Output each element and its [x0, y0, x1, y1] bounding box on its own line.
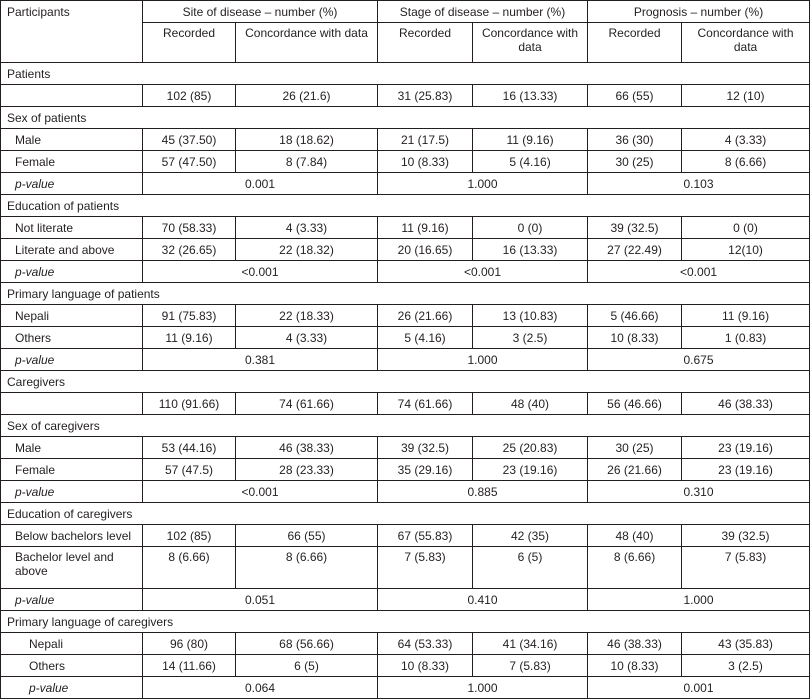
subheader-recorded: Recorded — [378, 23, 473, 63]
section-row — [1, 63, 810, 85]
table-row — [1, 525, 810, 547]
row-label: Female — [1, 459, 143, 481]
table-cell: 31 (25.83) — [378, 85, 473, 107]
table-cell: 26 (21.66) — [588, 459, 682, 481]
pvalue-label: p-value — [1, 677, 143, 699]
table-row — [1, 217, 810, 239]
table-cell: 10 (8.33) — [378, 655, 473, 677]
table-cell: 36 (30) — [588, 129, 682, 151]
table-cell: 35 (29.16) — [378, 459, 473, 481]
table-cell: 41 (34.16) — [473, 633, 588, 655]
table-row — [1, 655, 810, 677]
pvalue-cell: <0.001 — [143, 261, 378, 283]
table-cell: 46 (38.33) — [588, 633, 682, 655]
table-cell: 96 (80) — [143, 633, 236, 655]
table-cell: 42 (35) — [473, 525, 588, 547]
header-prognosis: Prognosis – number (%) — [588, 1, 810, 23]
section-row — [1, 371, 810, 393]
pvalue-row — [1, 589, 810, 611]
table-cell: 23 (19.16) — [682, 459, 810, 481]
header-participants: Participants — [1, 1, 143, 63]
table-cell: 48 (40) — [588, 525, 682, 547]
table-cell: 30 (25) — [588, 151, 682, 173]
table-cell: 5 (4.16) — [378, 327, 473, 349]
table-cell: 27 (22.49) — [588, 239, 682, 261]
table-cell: 23 (19.16) — [473, 459, 588, 481]
table-cell: 45 (37.50) — [143, 129, 236, 151]
table-cell: 66 (55) — [588, 85, 682, 107]
row-label — [1, 393, 143, 415]
table-cell: 39 (32.5) — [378, 437, 473, 459]
table-row — [1, 85, 810, 107]
table-cell: 74 (61.66) — [236, 393, 378, 415]
pvalue-cell: 1.000 — [378, 173, 588, 195]
pvalue-cell: 0.051 — [143, 589, 378, 611]
pvalue-cell: 0.103 — [588, 173, 810, 195]
table-cell: 14 (11.66) — [143, 655, 236, 677]
pvalue-cell: 0.064 — [143, 677, 378, 699]
pvalue-label: p-value — [1, 481, 143, 503]
pvalue-cell: 1.000 — [378, 349, 588, 371]
pvalue-label: p-value — [1, 589, 143, 611]
table-cell: 102 (85) — [143, 85, 236, 107]
section-row — [1, 611, 810, 633]
subheader-concordance: Concordance with data — [236, 23, 378, 63]
table-cell: 0 (0) — [473, 217, 588, 239]
pvalue-row — [1, 349, 810, 371]
table-cell: 10 (8.33) — [588, 327, 682, 349]
table-cell: 48 (40) — [473, 393, 588, 415]
table-cell: 7 (5.83) — [473, 655, 588, 677]
table-cell: 28 (23.33) — [236, 459, 378, 481]
table-cell: 4 (3.33) — [236, 327, 378, 349]
row-label: Others — [1, 655, 143, 677]
section-row — [1, 415, 810, 437]
table-cell: 91 (75.83) — [143, 305, 236, 327]
row-label: Bachelor level and above — [1, 547, 143, 589]
table-cell: 53 (44.16) — [143, 437, 236, 459]
table-cell: 0 (0) — [682, 217, 810, 239]
table-cell: 22 (18.32) — [236, 239, 378, 261]
table-cell: 26 (21.66) — [378, 305, 473, 327]
table-cell: 7 (5.83) — [682, 547, 810, 589]
row-label: Nepali — [1, 633, 143, 655]
subheader-concordance: Concordance with data — [682, 23, 810, 63]
table-cell: 8 (6.66) — [236, 547, 378, 589]
table-cell: 3 (2.5) — [682, 655, 810, 677]
table-row — [1, 327, 810, 349]
table-cell: 16 (13.33) — [473, 85, 588, 107]
table-cell: 18 (18.62) — [236, 129, 378, 151]
table-cell: 8 (6.66) — [682, 151, 810, 173]
subheader-recorded: Recorded — [588, 23, 682, 63]
row-label: Female — [1, 151, 143, 173]
table-cell: 5 (46.66) — [588, 305, 682, 327]
pvalue-row — [1, 481, 810, 503]
table-cell: 11 (9.16) — [682, 305, 810, 327]
table-cell: 10 (8.33) — [588, 655, 682, 677]
table-cell: 6 (5) — [236, 655, 378, 677]
table-cell: 22 (18.33) — [236, 305, 378, 327]
table-cell: 57 (47.5) — [143, 459, 236, 481]
row-label: Not literate — [1, 217, 143, 239]
section-title: Primary language of patients — [1, 283, 810, 305]
table-cell: 11 (9.16) — [473, 129, 588, 151]
table-cell: 102 (85) — [143, 525, 236, 547]
table-cell: 56 (46.66) — [588, 393, 682, 415]
section-row — [1, 283, 810, 305]
pvalue-label: p-value — [1, 173, 143, 195]
table-row — [1, 305, 810, 327]
row-label: Below bachelors level — [1, 525, 143, 547]
row-label — [1, 85, 143, 107]
section-title: Caregivers — [1, 371, 810, 393]
table-row — [1, 437, 810, 459]
section-title: Patients — [1, 63, 810, 85]
pvalue-cell: 0.001 — [143, 173, 378, 195]
table-cell: 13 (10.83) — [473, 305, 588, 327]
table-cell: 43 (35.83) — [682, 633, 810, 655]
table-cell: 57 (47.50) — [143, 151, 236, 173]
pvalue-label: p-value — [1, 261, 143, 283]
table-row — [1, 393, 810, 415]
pvalue-cell: 0.310 — [588, 481, 810, 503]
table-cell: 1 (0.83) — [682, 327, 810, 349]
table-cell: 11 (9.16) — [378, 217, 473, 239]
row-label: Nepali — [1, 305, 143, 327]
row-label: Literate and above — [1, 239, 143, 261]
table-cell: 4 (3.33) — [682, 129, 810, 151]
section-row — [1, 503, 810, 525]
pvalue-label: p-value — [1, 349, 143, 371]
table-cell: 26 (21.6) — [236, 85, 378, 107]
pvalue-cell: 0.381 — [143, 349, 378, 371]
pvalue-cell: 0.001 — [588, 677, 810, 699]
header-stage-of-disease: Stage of disease – number (%) — [378, 1, 588, 23]
pvalue-cell: 0.675 — [588, 349, 810, 371]
table-row — [1, 459, 810, 481]
table-cell: 12(10) — [682, 239, 810, 261]
pvalue-cell: 1.000 — [588, 589, 810, 611]
table-cell: 64 (53.33) — [378, 633, 473, 655]
table-cell: 23 (19.16) — [682, 437, 810, 459]
table-cell: 3 (2.5) — [473, 327, 588, 349]
pvalue-cell: 1.000 — [378, 677, 588, 699]
table-cell: 4 (3.33) — [236, 217, 378, 239]
table-cell: 20 (16.65) — [378, 239, 473, 261]
section-title: Education of patients — [1, 195, 810, 217]
table-cell: 70 (58.33) — [143, 217, 236, 239]
section-row — [1, 107, 810, 129]
pvalue-cell: 0.885 — [378, 481, 588, 503]
pvalue-cell: <0.001 — [378, 261, 588, 283]
pvalue-cell: <0.001 — [143, 481, 378, 503]
table-cell: 110 (91.66) — [143, 393, 236, 415]
section-title: Education of caregivers — [1, 503, 810, 525]
section-row — [1, 195, 810, 217]
table-cell: 46 (38.33) — [236, 437, 378, 459]
section-title: Sex of caregivers — [1, 415, 810, 437]
table-cell: 8 (6.66) — [143, 547, 236, 589]
table-row — [1, 151, 810, 173]
table-cell: 12 (10) — [682, 85, 810, 107]
pvalue-cell: 0.410 — [378, 589, 588, 611]
row-label: Male — [1, 129, 143, 151]
pvalue-row — [1, 261, 810, 283]
table-cell: 11 (9.16) — [143, 327, 236, 349]
table-cell: 8 (7.84) — [236, 151, 378, 173]
header-row-groups — [1, 1, 810, 23]
subheader-recorded: Recorded — [143, 23, 236, 63]
table-cell: 67 (55.83) — [378, 525, 473, 547]
table-row — [1, 239, 810, 261]
table-row — [1, 129, 810, 151]
section-title: Primary language of caregivers — [1, 611, 810, 633]
subheader-concordance: Concordance with data — [473, 23, 588, 63]
table-cell: 39 (32.5) — [588, 217, 682, 239]
table-cell: 16 (13.33) — [473, 239, 588, 261]
table-cell: 8 (6.66) — [588, 547, 682, 589]
table-cell: 25 (20.83) — [473, 437, 588, 459]
table-cell: 5 (4.16) — [473, 151, 588, 173]
header-site-of-disease: Site of disease – number (%) — [143, 1, 378, 23]
section-title: Sex of patients — [1, 107, 810, 129]
table-cell: 74 (61.66) — [378, 393, 473, 415]
table-cell: 66 (55) — [236, 525, 378, 547]
table-cell: 30 (25) — [588, 437, 682, 459]
table-cell: 39 (32.5) — [682, 525, 810, 547]
pvalue-cell: <0.001 — [588, 261, 810, 283]
pvalue-row — [1, 677, 810, 699]
table-row — [1, 547, 810, 589]
row-label: Others — [1, 327, 143, 349]
table-cell: 68 (56.66) — [236, 633, 378, 655]
table-row — [1, 633, 810, 655]
table-cell: 6 (5) — [473, 547, 588, 589]
table-cell: 10 (8.33) — [378, 151, 473, 173]
row-label: Male — [1, 437, 143, 459]
pvalue-row — [1, 173, 810, 195]
table-cell: 32 (26.65) — [143, 239, 236, 261]
table-cell: 7 (5.83) — [378, 547, 473, 589]
table-cell: 46 (38.33) — [682, 393, 810, 415]
table-cell: 21 (17.5) — [378, 129, 473, 151]
